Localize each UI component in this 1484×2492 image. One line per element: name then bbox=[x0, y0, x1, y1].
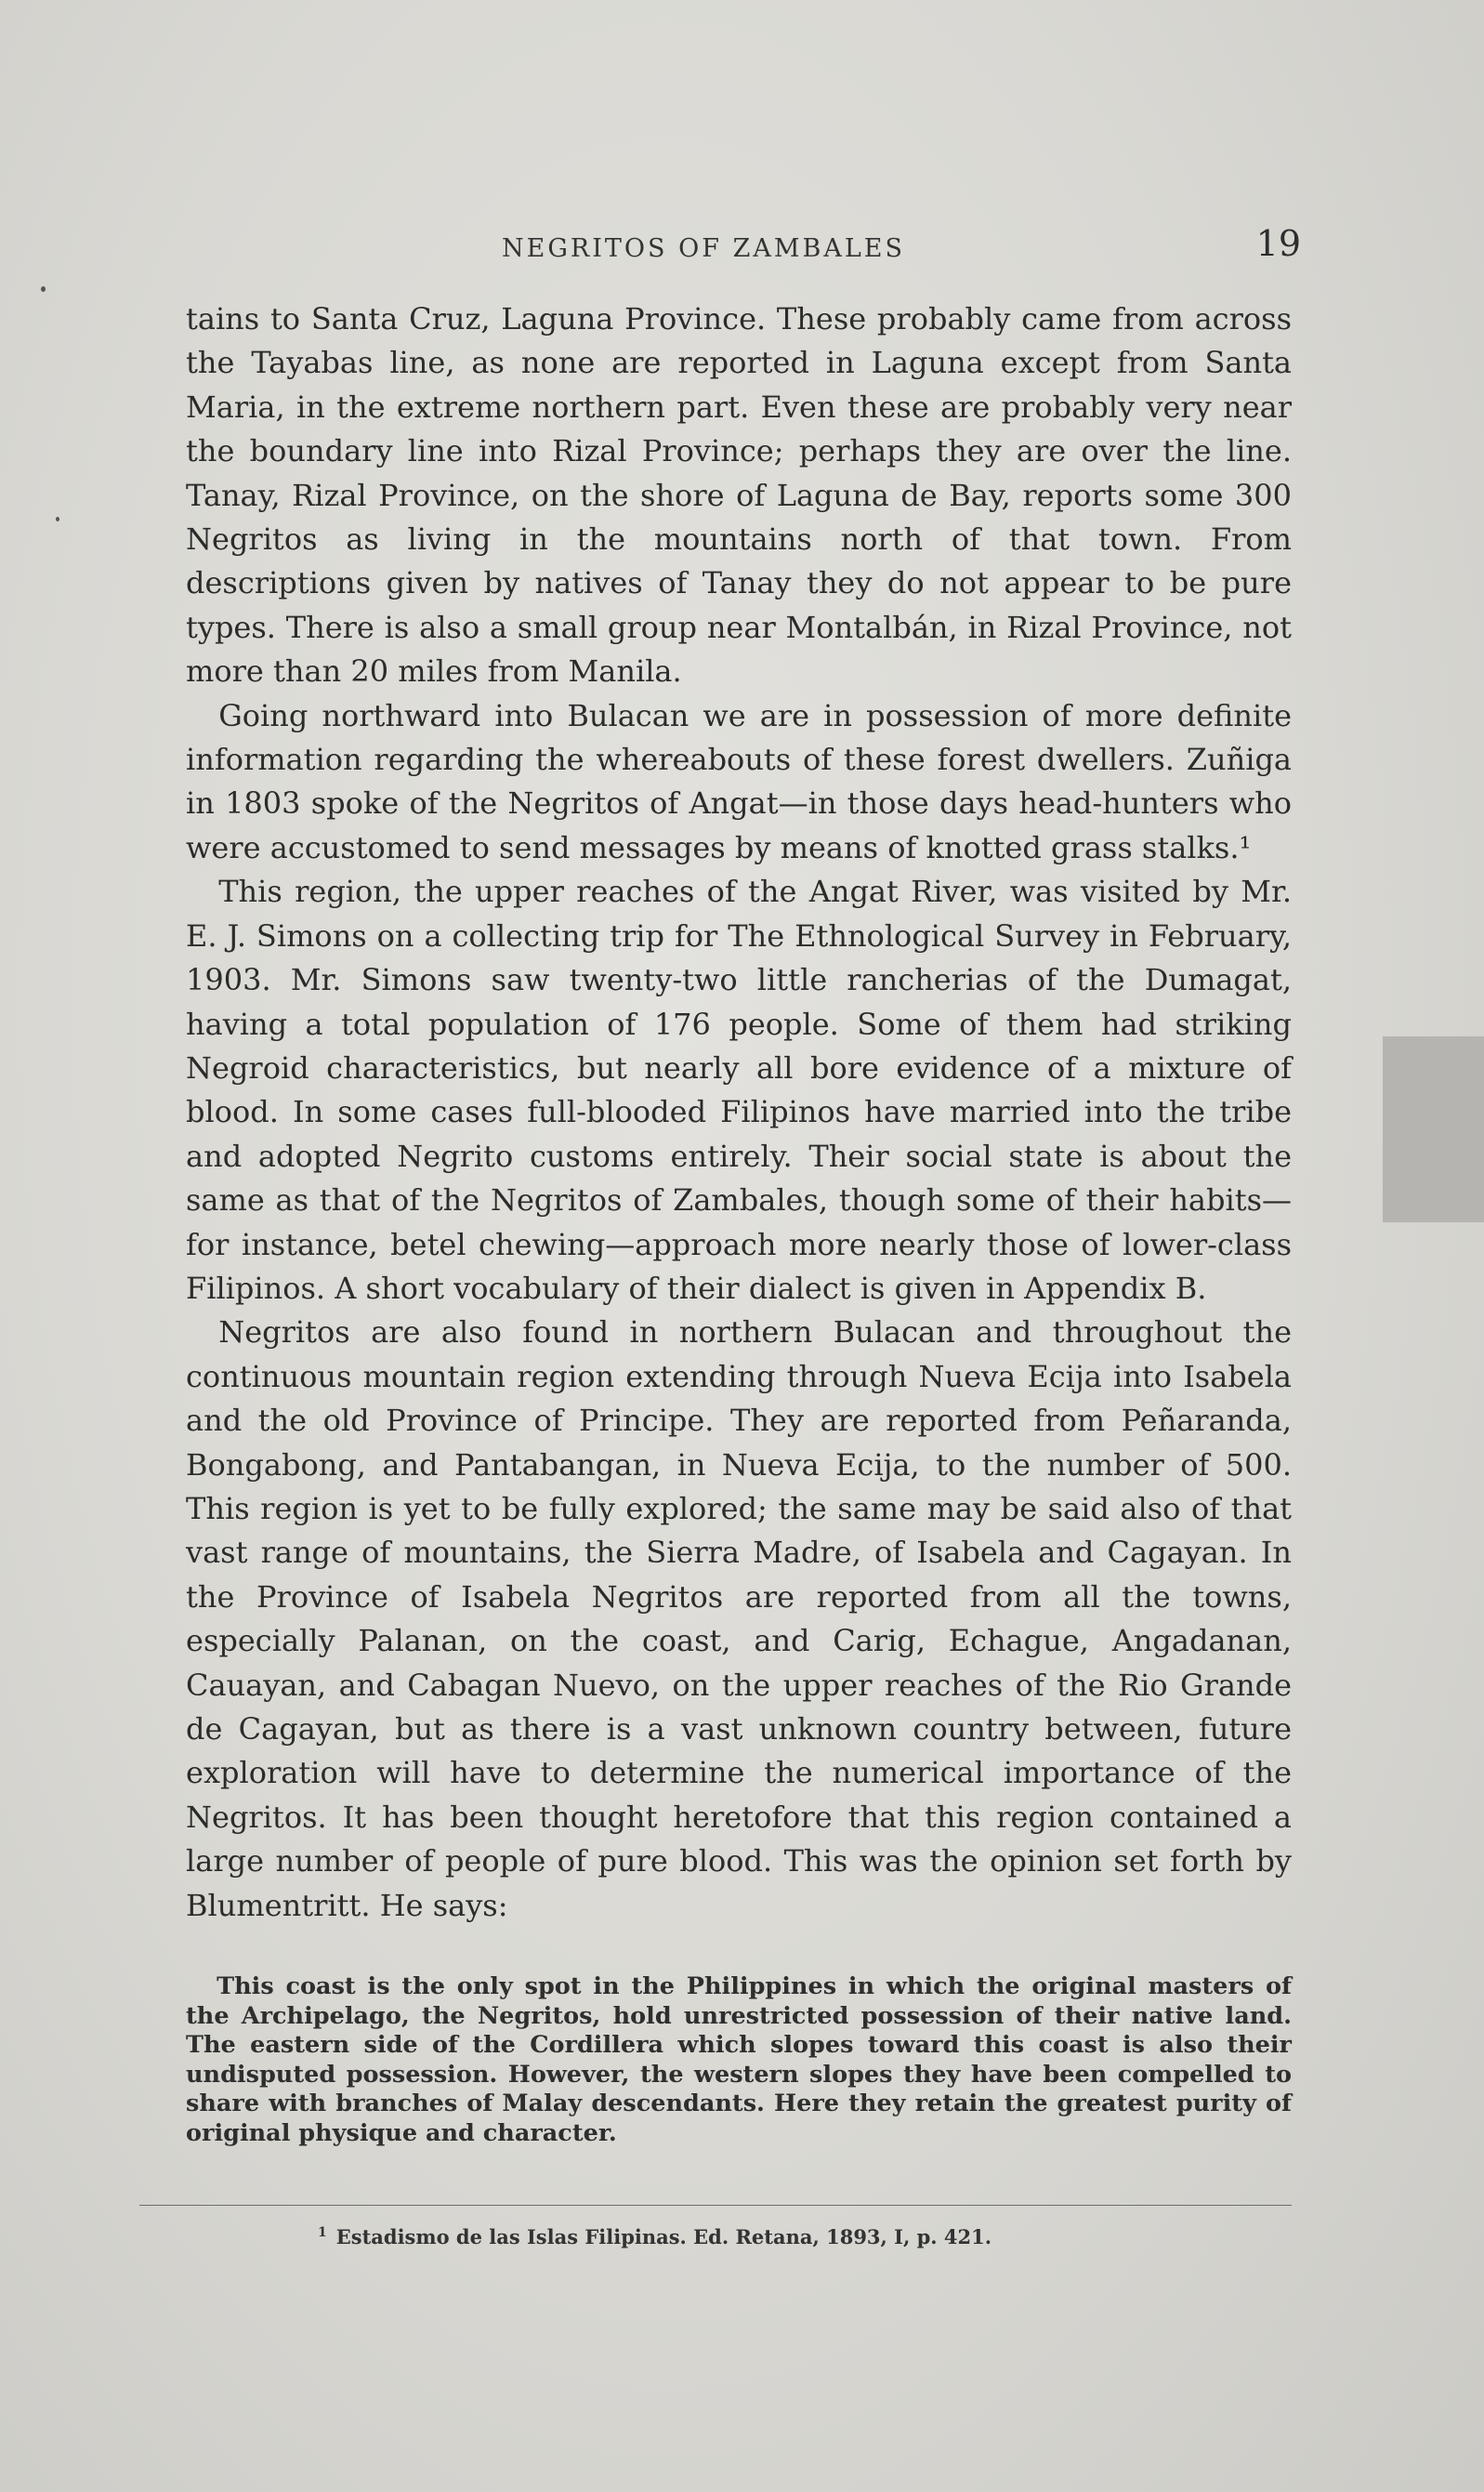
body-text bbox=[186, 297, 1292, 1928]
paragraph: Negritos are also found in northern Bulacan and throughout the continuous mountain region extending through Nueva Ecija into Isabela and the old Province of Principe. They are reported from Peñaranda, Bongabong, and Pantabangan, in Nueva Ecija, to the number of 500. This region is yet to be fully explored; the same may be said also of that vast range of mountains, the Sierra Madre, of Isabela and Cagayan. In the Province of Isabela Negritos are reported from all the towns, especially Palanan, on the coast, and Carig, Echague, Angadanan, Cauayan, and Cabagan Nuevo, on the upper reaches of the Rio Grande de Cagayan, but as there is a vast unknown country between, future exploration will have to determine the numerical importance of the Negritos. It has been thought heretofore that this region contained a large number of people of pure blood. This was the opinion set forth by Blumentritt. He says: bbox=[186, 1314, 1292, 1923]
running-header bbox=[186, 223, 1301, 270]
page-number: 19 bbox=[1255, 223, 1301, 264]
scan-edge-tab bbox=[1383, 1036, 1484, 1222]
paragraph: tains to Santa Cruz, Laguna Province. These probably came from across the Tayabas line, as none are reported in Laguna except from Santa Maria, in the extreme northern part. Even these are probably very near the boundary line into Rizal Province; perhaps they are over the line. Tanay, Rizal Province, on the shore of Laguna de Bay, reports some 300 Negritos as living in the mountains north of that town. From descriptions given by natives of Tanay they do not appear to be pure types. There is also a small group near Montalbán, in Rizal Province, not more than 20 miles from Manila. bbox=[186, 301, 1292, 690]
paragraph: Going northward into Bulacan we are in possession of more definite information regarding the whereabouts of these forest dwellers. Zuñiga in 1803 spoke of the Negritos of Angat—in those days head-hunters who were accustomed to send messages by means of knotted grass stalks.¹ bbox=[186, 697, 1292, 865]
scan-speck bbox=[56, 517, 59, 521]
footnote-marker: 1 bbox=[318, 2225, 327, 2240]
running-title: NEGRITOS OF ZAMBALES bbox=[502, 234, 905, 263]
footnote-text: Estadismo de las Islas Filipinas. Ed. Retana, 1893, I, p. 421. bbox=[335, 2225, 992, 2248]
block-quote: This coast is the only spot in the Philippines in which the original masters of the Archipelago, the Negritos, hold unrestricted possession of their native land. The eastern side of the Cordillera which slopes toward this coast is also their undisputed possession. However, the western slopes they have been compelled to share with branches of Malay descendants. Here they retain the greatest purity of original physique and character. bbox=[186, 1972, 1292, 2147]
footnote bbox=[318, 2225, 992, 2248]
paragraph: This region, the upper reaches of the Angat River, was visited by Mr. E. J. Simons on a collecting trip for The Ethnological Survey in February, 1903. Mr. Simons saw twenty-two little rancherias of the Dumagat, having a total population of 176 people. Some of them had striking Negroid characteristics, but nearly all bore evidence of a mixture of blood. In some cases full-blooded Filipinos have married into the tribe and adopted Negrito customs entirely. Their social state is about the same as that of the Negritos of Zambales, though some of their habits—for instance, betel chewing—approach more nearly those of lower-class Filipinos. A short vocabulary of their dialect is given in Appendix B. bbox=[186, 874, 1292, 1306]
footnote-rule bbox=[139, 2205, 1292, 2206]
scan-speck bbox=[41, 286, 46, 292]
